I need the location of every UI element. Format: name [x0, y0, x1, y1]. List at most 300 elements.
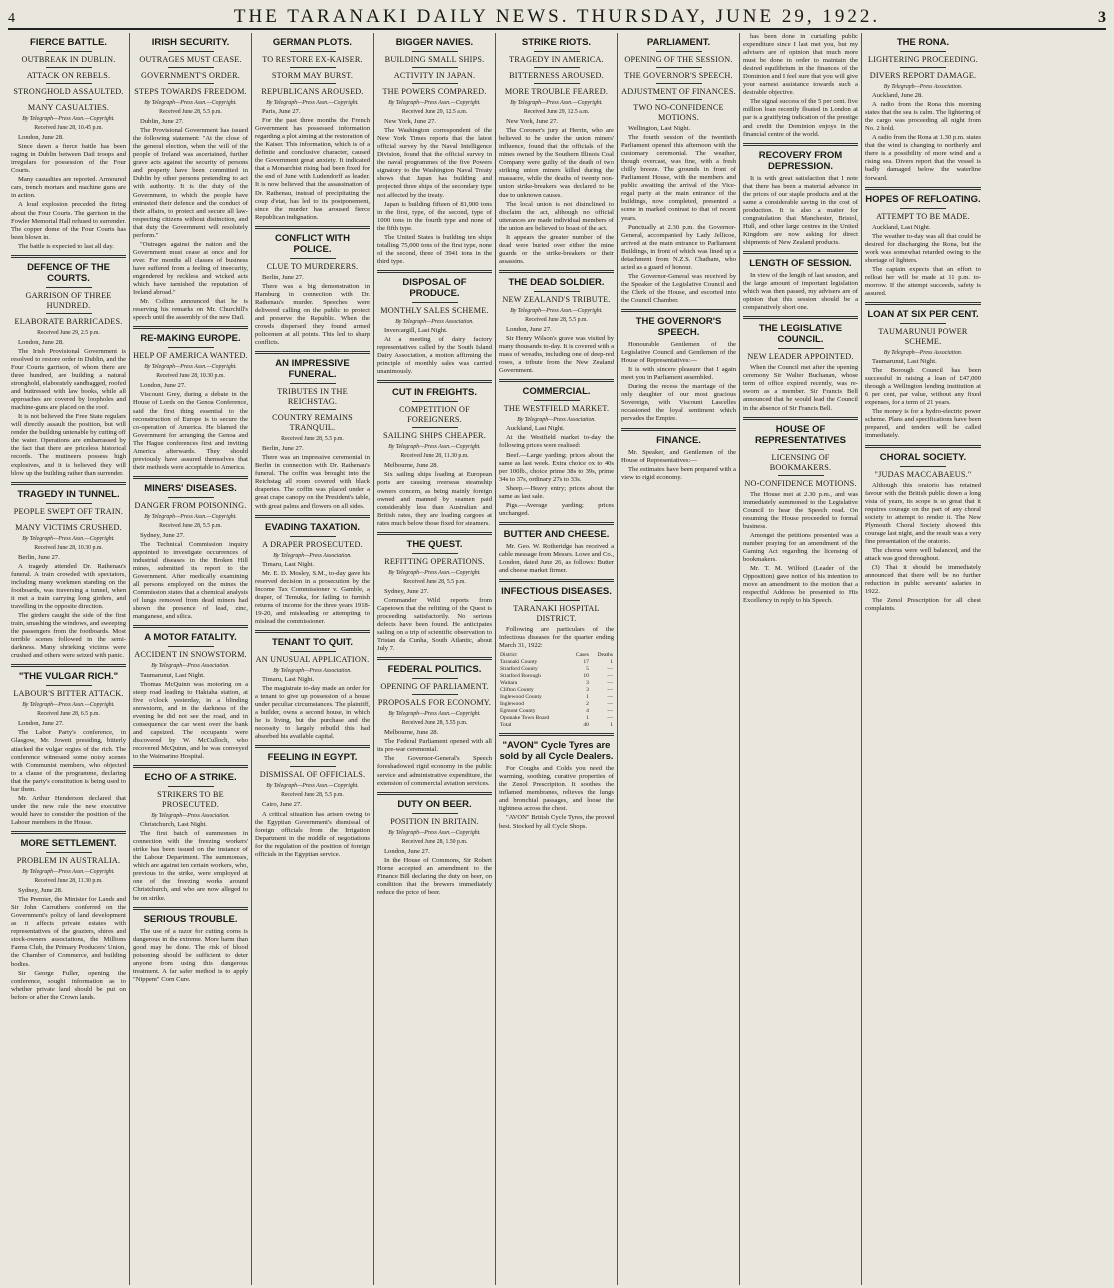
paragraph: Taumarunui, Last Night.: [140, 671, 205, 679]
article: [133, 333, 248, 472]
table-cell: 4: [586, 708, 589, 715]
article: [743, 424, 858, 606]
headline-rule: [778, 449, 824, 450]
headline-rule: [46, 51, 92, 52]
paragraph: The local union is not disinclined to disclaim the act, although no official utterances are made individual members of the union are believed to boast of the act.: [499, 200, 614, 232]
paragraph: Sir Henry Wilson's grave was visited by many thousands to-day. It is covered with a mass of wreaths, including one of deep-red roses, a tribute from the New Zealand Government.: [499, 335, 614, 375]
paragraph: The first batch of summonses in connection with the freezing workers' strike has been issued on the instance of the Labour Department. The summonses, which are against ten certain workers, who, previous to the strike, were employed at one of the freezing works around Christchurch, and who are now alleged to be on strike.: [133, 830, 248, 902]
byline: By Telegraph—Press Assn.—Copyright.: [144, 513, 237, 520]
subheadline: DANGER FROM POISONING.: [134, 500, 247, 510]
column-8: [862, 33, 984, 1285]
subheadline: BITTERNESS AROUSED.: [509, 71, 604, 80]
byline: By Telegraph—Press Assn.—Copyright.: [388, 100, 481, 106]
article-separator: [255, 630, 370, 633]
paragraph: The chorus were well balanced, and the attack was good throughout.: [865, 546, 981, 562]
headline: HOUSE OF REPRESENTATIVES: [755, 423, 846, 446]
headline-rule: [412, 302, 458, 303]
headline: SERIOUS TROUBLE.: [143, 913, 238, 925]
paragraph: Many casualties are reported. Armoured cars, trench mortars and machine guns are in action.: [11, 176, 126, 200]
article-separator: [377, 657, 492, 660]
subheadline: LABOUR'S BITTER ATTACK.: [13, 689, 124, 699]
article: [255, 233, 370, 347]
table-cell: 1: [586, 715, 589, 722]
table-cell: Taranaki County: [500, 659, 538, 666]
headline-rule: [534, 83, 580, 84]
table-row: [499, 722, 614, 729]
article: [865, 452, 981, 614]
headline: EVADING TAXATION.: [265, 521, 360, 533]
headline-rule: [46, 99, 92, 100]
table-cell: Waitara: [500, 680, 518, 687]
table-cell: 5: [586, 666, 589, 673]
subheadline: COMPETITION OF FOREIGNERS.: [399, 405, 470, 425]
column-5: [496, 33, 618, 1285]
subheadline: LIGHTERING PROCEEDING.: [868, 55, 978, 64]
paragraph: Melbourne, June 28.: [384, 462, 439, 470]
byline: By Telegraph—Press Assn.—Copyright.: [266, 783, 359, 790]
article-separator: [133, 326, 248, 329]
subheadline: PROPOSALS FOR ECONOMY.: [377, 698, 492, 708]
subheadline: MORE TROUBLE FEARED.: [504, 87, 609, 96]
statistics-table: [499, 652, 614, 729]
table-cell: 3: [586, 687, 589, 694]
headline-rule: [534, 51, 580, 52]
byline: By Telegraph—Press Assn.—Copyright.: [388, 829, 481, 836]
headline-rule: [46, 685, 92, 686]
article-separator: [255, 226, 370, 229]
headline: INFECTIOUS DISEASES.: [501, 586, 612, 598]
paragraph: (3) That it should be immediately announced that there will be no further reduction in public servants' salaries in 1922.: [865, 563, 981, 596]
subheadline: TRIBUTES IN THE REICHSTAG.: [277, 387, 348, 407]
subheadline: BUILDING SMALL SHIPS.: [384, 55, 485, 64]
byline: By Telegraph—Press Association.: [273, 667, 352, 674]
headline: THE RONA.: [896, 37, 950, 48]
page-number: 3: [1098, 9, 1106, 26]
headline-rule: [656, 67, 702, 68]
headline-rule: [290, 83, 336, 84]
paragraph: Mr. Speaker, and Gentlemen of the House of Representatives:—: [621, 448, 736, 464]
paragraph: London, June 28.: [18, 338, 64, 346]
dateline: Received June 28, 5.5 p.m.: [159, 522, 222, 529]
column-6: [618, 33, 740, 1285]
subheadline: REFITTING OPERATIONS.: [384, 556, 485, 566]
column-2: [130, 33, 252, 1285]
headline-rule: [900, 67, 946, 68]
subheadline: STRIKERS TO BE PROSECUTED.: [157, 790, 224, 810]
table-cell: Opunake Town Board: [500, 715, 550, 722]
paragraph: Auckland, Last Night.: [872, 223, 931, 231]
paragraph: The Coroner's jury at Herrin, who are believed to be under the union miners' influence, found that the officials of the mines owned by the Southern Illinois Coal Company were guilty of the death of two striking union miners killed during the massacre, while the deaths of twenty non-union strike-breakers was declared to be due to unknown causes.: [499, 127, 614, 199]
paragraph: The money is for a hydro-electric power scheme. Plans and specifications have been prepared, and tenders will be called immediately.: [865, 408, 981, 440]
article-separator: [377, 270, 492, 273]
subheadline: ADJUSTMENT OF FINANCES.: [621, 87, 736, 96]
headline: TENANT TO QUIT.: [271, 636, 354, 648]
headline: FIERCE BATTLE.: [30, 37, 107, 48]
headline: BIGGER NAVIES.: [395, 37, 474, 48]
headline: THE GOVERNOR'S SPEECH.: [635, 316, 722, 339]
headline: CHORAL SOCIETY.: [879, 451, 967, 463]
dateline: Received June 28, 11.30 p.m.: [34, 878, 103, 885]
paragraph: London, June 27.: [384, 847, 430, 855]
headline-rule: [900, 466, 946, 467]
table-header-cell: Cases: [575, 652, 589, 659]
article-separator: [11, 664, 126, 667]
article-separator: [377, 532, 492, 535]
headline-rule: [168, 497, 214, 498]
subheadline: OPENING OF PARLIAMENT.: [380, 682, 489, 692]
headline-rule: [534, 400, 580, 401]
article-separator: [743, 417, 858, 420]
paragraph: Sydney, June 27.: [384, 587, 429, 595]
byline: By Telegraph—Press Association.: [883, 349, 963, 356]
dateline: Received June 29, 2.5 p.m.: [37, 329, 100, 336]
subheadline: TWO NO-CONFIDENCE MOTIONS.: [633, 103, 724, 122]
dateline: Received June 28, 10.30 p.m.: [34, 544, 103, 551]
subheadline: REPUBLICANS AROUSED.: [261, 87, 364, 96]
paragraph: The signal success of the 5 per cent. five million loan recently floated in London at par is a gratifying indication of the prestige and credit the Dominion enjoys in the financial centre of the world.: [743, 98, 858, 138]
headline: DEFENCE OF THE COURTS.: [27, 261, 110, 284]
paragraph: The battle is expected to last all day.: [18, 242, 114, 250]
paragraph: At a meeting of dairy factory representatives called by the South Island Dairy Association, a motion affirming the principle of monthly sales was carried unanimously.: [377, 336, 492, 376]
paragraph: The captain expects that an effort to refloat her will be made at 11 p.m. to-morrow. If the attempt succeeds, safety is assured.: [865, 265, 981, 297]
headline: CONFLICT WITH POLICE.: [275, 232, 350, 255]
table-row: [499, 715, 614, 722]
column-4: [374, 33, 496, 1285]
headline-rule: [534, 67, 580, 68]
column-1: [8, 33, 130, 1285]
article: [499, 277, 614, 375]
headline-rule: [900, 208, 946, 209]
byline: By Telegraph—Press Assn.—Copyright.: [22, 535, 115, 542]
article: [377, 539, 492, 653]
paragraph: Berlin, June 27.: [18, 553, 60, 561]
paragraph: Sydney, June 27.: [140, 531, 185, 539]
masthead: [8, 6, 1106, 30]
subheadline: TARANAKI HOSPITAL DISTRICT.: [513, 604, 600, 624]
paragraph: Japan is building fifteen of 81,900 tons in the first, type, of the second, type of 1000 tons in the fourth type and none of the fifth type.: [377, 200, 492, 232]
headline: COMMERCIAL.: [522, 386, 591, 398]
article-separator: [255, 351, 370, 354]
subheadline: LICENSING OF BOOKMAKERS.: [769, 452, 832, 472]
headline-rule: [656, 83, 702, 84]
paragraph: Wellington, Last Night.: [628, 125, 691, 132]
table-row: [499, 708, 614, 715]
paragraph: Beef.—Large yarding; prices about the same as last week. Extra choice ox to 40s per 100lb., choice prime 38s to 39s, prime 34s to 37s, ordinary 27s to 33s.: [499, 451, 614, 483]
table-cell: Total: [500, 722, 512, 729]
columns: [8, 33, 1106, 1285]
article: [255, 637, 370, 741]
paragraph: "Outrages against the nation and the Government must cease at once and for ever. For months all classes of business have suffered from a feeling of insecurity, engendered by reckless and wicked acts which have tarnished the reputation of Ireland abroad.": [133, 240, 248, 297]
paragraph: Commander Wild reports from Capetown that the refitting of the Quest is proceeding satisfactorily. No serious defects have been found. He anticipates sailing on a trip of scientific observation to Tristan da Cunha, South Atlantic, about July 7.: [377, 596, 492, 653]
article-separator: [133, 625, 248, 628]
headline-rule: [656, 99, 702, 100]
headline: THE LEGISLATIVE COUNCIL.: [758, 323, 843, 346]
paragraph: The Zenol Prescription for all chest complaints.: [865, 597, 981, 613]
table-cell: 1: [610, 722, 613, 729]
paragraph: Sheep.—Heavy entry; prices about the same as last sale.: [499, 484, 614, 500]
paragraph: London, June 27.: [18, 720, 64, 728]
paragraph: It is with sincere pleasure that I again meet you in Parliament assembled.: [621, 366, 736, 382]
table-cell: —: [607, 666, 613, 673]
headline-rule: [412, 67, 458, 68]
headline: "AVON" Cycle Tyres are sold by all Cycle Dealers.: [499, 740, 614, 763]
subheadline: PROBLEM IN AUSTRALIA.: [16, 856, 121, 865]
subheadline: ELABORATE BARRICADES.: [14, 316, 123, 326]
subheadline: TRAGEDY IN AMERICA.: [509, 55, 604, 64]
table-row: [499, 694, 614, 701]
headline-rule: [412, 678, 458, 679]
paragraph: Dublin, June 27.: [140, 118, 184, 126]
headline-rule: [46, 67, 92, 68]
table-cell: —: [607, 715, 613, 722]
article: [377, 37, 492, 266]
paragraph: It is not believed the Free State regulars will directly assault the position, but will render the building untenable by cutting off the water. Operations are embarrassed by the fact that there are priceless historical records. The mutineers possess high explosives, and it is believed they will blow up the building rather than surrender.: [11, 413, 126, 477]
headline-rule: [900, 51, 946, 52]
article: [133, 483, 248, 622]
article-separator: [255, 745, 370, 748]
article-separator: [865, 445, 981, 448]
subheadline: ATTACK ON REBELS.: [26, 71, 111, 80]
table-cell: —: [607, 673, 613, 680]
table-cell: 1: [610, 659, 613, 666]
article-separator: [499, 270, 614, 273]
column-3: [252, 33, 374, 1285]
table-cell: 3: [586, 680, 589, 687]
headline: MINERS' DISEASES.: [144, 482, 237, 494]
table-cell: Egmont County: [500, 708, 536, 715]
subheadline: NEW ZEALAND'S TRIBUTE.: [502, 294, 611, 304]
headline-rule: [290, 409, 336, 410]
paragraph: Cairo, June 27.: [262, 801, 302, 809]
article-separator: [621, 428, 736, 431]
subheadline: GOVERNMENT'S ORDER.: [141, 71, 240, 80]
headline: MORE SETTLEMENT.: [20, 838, 117, 849]
headline-rule: [778, 348, 824, 349]
byline: By Telegraph—Press Association.: [517, 417, 596, 424]
headline-rule: [46, 83, 92, 84]
headline-rule: [46, 313, 92, 314]
paragraph: Mr. T. M. Wilford (Leader of the Opposition) gave notice of his intention to move an amendment to the motion that a respectful Address be presented to His Excellency in reply to his Speech.: [743, 564, 858, 605]
paragraph: The Governor-General's Speech foreshadowed rigid economy in the public service and administrative expenditure, the extension of commercial aviation services.: [377, 755, 492, 787]
headline-rule: [46, 519, 92, 520]
byline: By Telegraph—Press Association.: [151, 813, 230, 820]
paragraph: There was a big demonstration in Hamburg in connection with Dr. Rathenau's murder. Speeches were delivered calling on the public to protect and preserve the Republic. When the crowds dispersed they found armed policemen at all points. This led to sharp conflicts.: [255, 282, 370, 347]
table-cell: Stratford County: [500, 666, 538, 673]
article-separator: [11, 255, 126, 258]
dateline: Received June 28, 5.5 p.m.: [525, 316, 588, 323]
paragraph: Honourable Gentlemen of the Legislative Council and Gentlemen of the House of Representatives:—: [621, 341, 736, 365]
article-separator: [11, 831, 126, 834]
subheadline: ACTIVITY IN JAPAN.: [393, 71, 476, 80]
paragraph: Mr. Arthur Henderson declared that under the new rule the new executive would have to consider the position of the Labour members in the House.: [11, 794, 126, 826]
article: [133, 632, 248, 761]
article-separator: [865, 302, 981, 305]
dateline: Received June 28, 5.5 p.m.: [281, 436, 344, 443]
article: [621, 37, 736, 305]
article: [255, 358, 370, 510]
article-separator: [499, 733, 614, 736]
paragraph: The Governor-General was received by the Speaker of the Legislative Council and the Clerk of the House, and escorted into the Council Chamber.: [621, 272, 736, 304]
headline-rule: [46, 287, 92, 288]
paragraph: Since dawn a fierce battle has been raging in Dublin between Dail troops and irregulars for possession of the Four Courts.: [11, 143, 126, 175]
paragraph: The Federal Parliament opened with all its pre-war ceremonial.: [377, 738, 492, 754]
byline: By Telegraph—Press Assn.—Copyright.: [144, 364, 237, 371]
article: [743, 258, 858, 312]
dateline: Received June 29, 12.5 a.m.: [523, 109, 590, 116]
paragraph: A radio from the Rona at 1.30 p.m. states that the wind is changing to northerly and there is a possibility of more wind and a rising sea. Divers report that the vessel is badly damaged below the waterline forward.: [865, 134, 981, 182]
table-cell: 2: [586, 701, 589, 708]
article: [11, 671, 126, 827]
byline: By Telegraph—Press Assn.—Copyright.: [22, 702, 115, 709]
byline: By Telegraph—Press Assn.—Copyright.: [388, 444, 481, 451]
table-row: [499, 687, 614, 694]
article: [621, 435, 736, 482]
subheadline: THE WESTFIELD MARKET.: [503, 404, 610, 414]
paragraph: The Irish Provisional Government is resolved to restore order in Dublin, and the Four Courts garrison, of whom there are three hundred, are building a natural stronghold, elaborately sandbagged, roofed and buttressed with law books, while all approaches are covered by loopholes and machine-guns are placed on the roof.: [11, 347, 126, 412]
paragraph: Timaru, Last Night.: [262, 560, 315, 568]
table-cell: —: [607, 701, 613, 708]
article: [499, 740, 614, 830]
byline: By Telegraph—Press Association.: [151, 663, 230, 670]
headline-rule: [168, 347, 214, 348]
headline: AN IMPRESSIVE FUNERAL.: [275, 358, 350, 381]
article: [743, 323, 858, 412]
headline: FINANCE.: [656, 434, 701, 446]
headline-rule: [412, 51, 458, 52]
table-cell: 40: [583, 722, 589, 729]
article: [743, 33, 858, 139]
headline-rule: [168, 51, 214, 52]
subheadline: SAILING SHIPS CHEAPER.: [383, 431, 486, 441]
paragraph: It is with great satisfaction that I note that there has been a material advance in the prices of our staple products and at the same a considerable saving in the cost of production. It is also a matter for congratulation that Manchester, Bristol, Hull, and other large centres in the United Kingdom are now asking for direct shipments of New Zealand products.: [743, 174, 858, 246]
headline: GERMAN PLOTS.: [272, 37, 353, 48]
article-separator: [499, 379, 614, 382]
article-separator: [255, 515, 370, 518]
paragraph: For Coughs and Colds you need the warming, soothing, curative properties of the Zenol Prescription. It soothes the inflamed membranes, relieves the lungs and bronchial passages, and loose the tightness across the chest.: [499, 765, 614, 813]
subheadline: CLUE TO MURDERERS.: [266, 261, 359, 271]
headline-rule: [412, 813, 458, 814]
subheadline: "JUDAS MACCABAEUS.": [874, 469, 972, 479]
paragraph: Melbourne, June 28.: [384, 729, 439, 737]
paragraph: Although this oratorio has retained favour with the British public down a long vista of years, its scope is so great that it requires courage on the part of any choral society to attempt to render it. The New Plymouth Choral Society showed this courage last night, and the result was a very fine presentation of the oratorio.: [865, 481, 981, 545]
paragraph: The use of a razor for cutting corns is dangerous in the extreme. More harm than good may be done. The risk of blood poisoning should be sufficient to deter anyone from using this dangerous treatment. A far safer method is to apply "Nippem" Corn Cure.: [133, 927, 248, 983]
paragraph: Following are particulars of the infectious diseases for the quarter ending March 31, 1922:: [499, 626, 614, 650]
subheadline: OPENING OF THE SESSION.: [624, 55, 733, 64]
article: [621, 316, 736, 423]
subheadline: MANY CASUALTIES.: [27, 103, 110, 112]
paragraph: The Provisional Government has issued the following statement: "At the close of the general election, when the will of the people of Ireland was ascertained, further grave acts against the security of persons and property have been committed in Dublin by other persons pretending to act with authority. It is the duty of the Government, to which the people have entrusted their defence and the conduct of their affairs, to protect and secure all law-respecting citizens without distinction, and that duty the Government will resolutely perform.": [133, 127, 248, 239]
headline: ECHO OF A STRIKE.: [144, 772, 237, 784]
paragraph: Invercargill, Last Night.: [384, 326, 448, 334]
table-cell: —: [607, 680, 613, 687]
paragraph: The estimates have been prepared with a view to rigid economy.: [621, 465, 736, 481]
article-separator: [133, 476, 248, 479]
byline: By Telegraph—Press Assn.—Copyright.: [388, 569, 481, 576]
article: [377, 277, 492, 376]
table-cell: Stratford Borough: [500, 673, 541, 680]
headline-rule: [412, 83, 458, 84]
headline-rule: [290, 536, 336, 537]
headline-rule: [290, 51, 336, 52]
column-7: [740, 33, 862, 1285]
byline: By Telegraph—Press Assn.—Copyright.: [388, 711, 481, 718]
paragraph: At the Westfield market to-day the following prices were realised:: [499, 434, 614, 450]
headline: "THE VULGAR RICH.": [18, 671, 119, 683]
paragraph: The fourth session of the twentieth Parliament opened this afternoon with the customary ceremonial. The weather, though overcast, was fine, with a fresh chilly breeze. The grounds in front of Parliament House, with the members and public awaiting the arrival of the Vice-regal party at the main entrance of the buildings, now completed, presented a scene in marked contrast to that of recent years.: [621, 134, 736, 222]
headline: FEDERAL POLITICS.: [387, 664, 482, 676]
dateline: Received June 28, 5.55 p.m.: [401, 720, 468, 727]
paragraph: For the past three months the French Government has possessed information regarding a plot aiming at the restoration of the Kaiser. This information, which is of a definite and conclusive character, caused the Government great anxiety. It indicated that a Monarchist rising had been fixed for the end of June with Ludendorff as leader. It is now believed that the assassination of Dr. Rathenau, instead of precipitating the coup d'etat, has led to its postponement, since the murder has aroused fierce Republican indignation.: [255, 117, 370, 221]
paragraph: A critical situation has arisen owing to the Egyptian Government's dismissal of foreign officials from the Irrigation Department in the middle of negotiations for the regulation of the position of foreign officials in the Egyptian service.: [255, 810, 370, 858]
paragraph: Mr. Geo. W. Rotheridge has received a cable message from Messrs. Lowe and Co., London, dated June 26, as follows: Butter and cheese market firmer.: [499, 542, 614, 575]
paragraph: The Technical Commission inquiry appointed to investigate occurrences of industrial diseases in the Broken Hill mines, submitted its report to the Government. After medically examining all persons employed on the mines the Commission states that a chemical analysis of lungs removed from dead miners had shown the presence of lead, zinc, manganese, and silica.: [133, 541, 248, 621]
paragraph: Amongst the petitions presented was a number praying for an amendment of the Gaming Act regarding the licensing of bookmakers.: [743, 531, 858, 563]
table-row: [499, 701, 614, 708]
subheadline: STRONGHOLD ASSAULTED.: [13, 87, 124, 96]
paragraph: It appears the greater number of the dead were buried over either the mine guards or the strike-breakers or their assassins.: [499, 233, 614, 265]
headline: BUTTER AND CHEESE.: [503, 528, 610, 540]
paragraph: A loud explosion preceded the firing about the Four Courts. The garrison in the Fowler Memorial Hall refused to surrender. The copper dome of the Four Courts has been blown in.: [11, 201, 126, 241]
paragraph: New York, June 27.: [384, 118, 437, 126]
subheadline: NO-CONFIDENCE MOTIONS.: [744, 478, 857, 488]
headline-rule: [290, 67, 336, 68]
headline-rule: [168, 83, 214, 84]
headline-rule: [168, 646, 214, 647]
subheadline: ATTEMPT TO BE MADE.: [876, 211, 970, 221]
table-cell: Inglewood: [500, 701, 524, 708]
headline: THE DEAD SOLDIER.: [508, 276, 605, 288]
dateline: Received June 28, 6.5 p.m.: [37, 711, 100, 718]
article-separator: [11, 482, 126, 485]
article: [865, 309, 981, 441]
headline: FEELING IN EGYPT.: [267, 752, 358, 764]
paragraph: Thomas McQuinn was motoring on a steep road leading to Hakiaha station, at five o'clock yesterday, in a blinding snowstorm, and in the darkness of the evening he did not see the road, and in consequence the car went over the bank and capsized. The occupants were discovered by W. McCulloch, who recovered McQuinn, and he was conveyed to the Waimarino Hospital.: [133, 680, 248, 760]
byline: By Telegraph—Press Assn.—Copyright.: [144, 100, 237, 106]
headline-rule: [168, 786, 214, 787]
headline-rule: [46, 852, 92, 853]
headline-rule: [534, 600, 580, 601]
headline-rule: [290, 651, 336, 652]
paragraph: The weather to-day was all that could be desired for discharging the Rona, but the work was somewhat retarded owing to the shortage of lighters.: [865, 232, 981, 264]
headline: TRAGEDY IN TUNNEL.: [17, 488, 120, 500]
headline: PARLIAMENT.: [646, 37, 711, 48]
dateline: Received June 28, 1.50 p.m.: [401, 838, 468, 845]
headline-rule: [412, 427, 458, 428]
article-separator: [133, 765, 248, 768]
article-separator: [499, 522, 614, 525]
paragraph: The Labor Party's conference, in Glasgow, Mr. Jowett presiding, bitterly attacked the vulgar orgies of the rich. The conference witnessed some noisy scenes with Communist members, who objected to a clause of the programme, declaring that the party's constitution is being used to bar them.: [11, 729, 126, 793]
subheadline: HELP OF AMERICA WANTED.: [133, 351, 248, 361]
headline-rule: [46, 503, 92, 504]
paragraph: The Premier, the Minister for Lands and Sir John Carruthers conferred on the Government's policy of land development as it affects private estates with representatives of the graziers, shires and stock-owners associations, the Millions Farms Club, the Primary Producers' Union, the Chamber of Commerce, and building bodies.: [11, 896, 126, 968]
article: [499, 37, 614, 266]
byline: By Telegraph—Press Assn.—Copyright.: [510, 307, 603, 314]
subheadline: TAUMARUNUI POWER SCHEME.: [878, 326, 968, 346]
subheadline: STORM MAY BURST.: [271, 71, 354, 80]
article: [11, 262, 126, 478]
table-cell: 17: [583, 659, 589, 666]
paragraph: Six sailing ships loading at European ports are causing overseas steamship owners concern, as being mainly foreign owned and manned by seamen paid considerably less than Australian and British rates, they are loading cargoes at rates much below those fixed for steamers.: [377, 471, 492, 527]
subheadline: OUTBREAK IN DUBLIN.: [21, 55, 116, 64]
table-cell: —: [607, 687, 613, 694]
article: [377, 387, 492, 527]
table-cell: 10: [583, 673, 589, 680]
paragraph: The Borough Council has been successful in raising a loan of £47,000 through a Wellington lending institution at 6 per cent, par value, without any fixed expenses, for a term of 21 years.: [865, 367, 981, 407]
paragraph: Berlin, June 27.: [262, 445, 304, 453]
table-cell: —: [607, 708, 613, 715]
headline-rule: [168, 67, 214, 68]
table-cell: 1: [586, 694, 589, 701]
